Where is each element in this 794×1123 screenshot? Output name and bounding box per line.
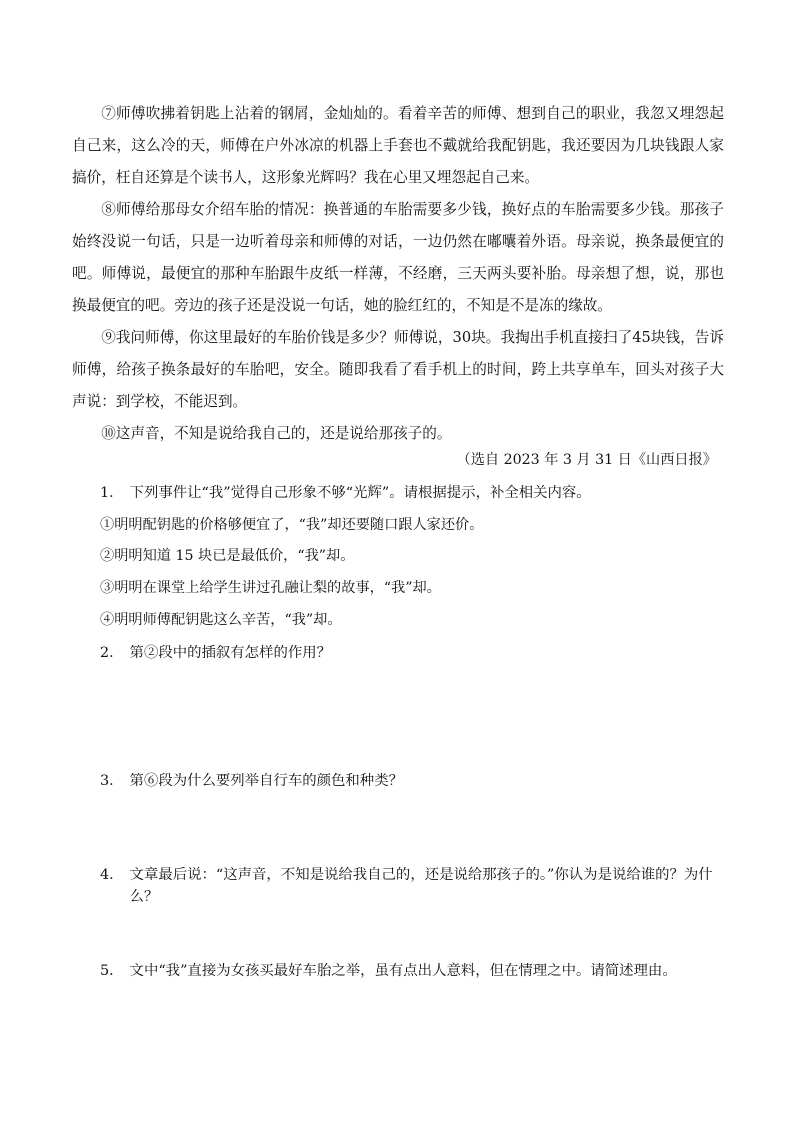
question-1-text: 下列事件让“我”觉得自己形象不够“光辉”。请根据提示，补全相关内容。 [129, 485, 591, 501]
question-1-subitem-2: ②明明知道 15 块已是最低价，“我”却。 [100, 548, 355, 564]
question-2-text: 第②段中的插叙有怎样的作用？ [129, 645, 332, 661]
question-5 [100, 960, 740, 982]
question-1-subitems [100, 514, 720, 634]
question-1 [100, 482, 740, 504]
question-1-subitem-4: ④明明师傅配钥匙这么辛苦，“我”却。 [100, 612, 342, 628]
question-4-number: 4． [100, 867, 124, 883]
article-paragraph-7: ⑦师傅吹拂着钥匙上沾着的钢屑，金灿灿的。看着辛苦的师傅、想到自己的职业，我忽又埋怨起自己来，这么冷的天，师傅在户外冰凉的机器上手套也不戴就给我配钥匙，我还要因为几块钱跟人家搞价，枉自还算是个读书人，这形象光辉吗？我在心里又埋怨起自己来。 [72, 105, 724, 186]
question-2-number: 2． [100, 645, 124, 661]
question-3-number: 3． [100, 773, 124, 789]
question-3-text: 第⑥段为什么要列举自行车的颜色和种类？ [129, 773, 403, 789]
question-3 [100, 770, 740, 792]
question-1-number: 1． [100, 485, 124, 501]
article-source: （选自 2023 年 3 月 31 日《山西日报》 [456, 452, 717, 468]
question-4 [100, 864, 740, 908]
question-5-number: 5． [100, 963, 124, 979]
article-paragraph-8: ⑧师傅给那母女介绍车胎的情况：换普通的车胎需要多少钱，换好点的车胎需要多少钱。那孩子始终没说一句话，只是一边听着母亲和师傅的对话，一边仍然在嘟囔着外语。母亲说，换条最便宜的吧。师傅说，最便宜的那种车胎跟牛皮纸一样薄，不经磨，三天两头要补胎。母亲想了想，说，那也换最便宜的吧。旁边的孩子还是没说一句话，她的脸红红的，不知是不是冻的缘故。 [72, 201, 724, 314]
question-2 [100, 642, 740, 664]
question-1-subitem-3: ③明明在课堂上给学生讲过孔融让梨的故事，“我”却。 [100, 580, 441, 596]
article-paragraph-9: ⑨我问师傅，你这里最好的车胎价钱是多少？师傅说，30块。我掏出手机直接扫了45块钱，告诉师傅，给孩子换条最好的车胎吧，安全。随即我看了看手机上的时间，跨上共享单车，回头对孩子大声说：到学校，不能迟到。 [72, 329, 724, 410]
question-4-text: 文章最后说：“这声音，不知是说给我自己的，还是说给那孩子的。”你认为是说给谁的？为什么？ [129, 867, 713, 905]
question-1-subitem-1: ①明明配钥匙的价格够便宜了，“我”却还要随口跟人家还价。 [100, 517, 484, 533]
question-5-text: 文中“我”直接为女孩买最好车胎之举，虽有点出人意料，但在情理之中。请简述理由。 [129, 963, 677, 979]
article-paragraph-10: ⑩这声音，不知是说给我自己的，还是说给那孩子的。 [101, 425, 452, 442]
